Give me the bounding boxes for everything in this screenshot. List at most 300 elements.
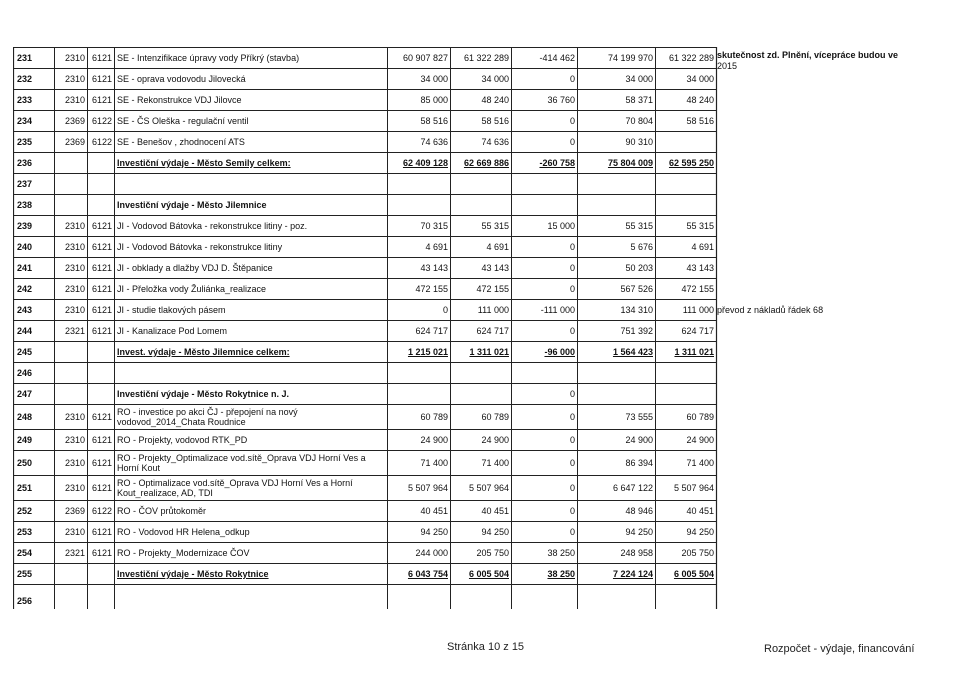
row-number [17, 89, 52, 110]
value-cell-2 [452, 429, 509, 450]
value-cell-3-text: -414 462 [539, 52, 575, 63]
value-cell-2-text: 71 400 [481, 457, 509, 468]
value-cell-2-text: 55 315 [481, 220, 509, 231]
name-cell-text: SE - Benešov , zhodnocení ATS [117, 136, 245, 147]
value-cell-5 [657, 89, 714, 110]
value-cell-5-text: 472 155 [681, 283, 714, 294]
paragraf-cell-text: 2321 [64, 325, 85, 336]
value-cell-3-text: 0 [569, 505, 575, 516]
row-number-text: 242 [17, 283, 33, 294]
value-cell-2-text: 205 750 [476, 547, 509, 558]
row-number [17, 257, 52, 278]
value-cell-3-text: 0 [569, 262, 575, 273]
value-cell-4 [579, 131, 653, 152]
value-cell-5 [657, 542, 714, 563]
value-cell-1-text: 0 [442, 304, 448, 315]
polozka-cell-text: 6121 [91, 304, 112, 315]
row-number-text: 251 [17, 482, 33, 493]
paragraf-cell [56, 429, 85, 450]
name-cell-text: RO - Projekty, vodovod RTK_PD [117, 434, 248, 445]
row-number [17, 521, 52, 542]
paragraf-cell [56, 542, 85, 563]
polozka-cell [89, 257, 112, 278]
value-cell-2 [452, 542, 509, 563]
value-cell-1 [389, 215, 448, 236]
value-cell-1 [389, 429, 448, 450]
value-cell-3 [513, 278, 575, 299]
paragraf-cell-text: 2310 [64, 262, 85, 273]
value-cell-2 [452, 450, 509, 475]
value-cell-3-text: 36 760 [547, 94, 575, 105]
polozka-cell-text: 6121 [91, 283, 112, 294]
value-cell-3-text: 0 [569, 411, 575, 422]
value-cell-3-text: 38 250 [547, 568, 575, 579]
value-cell-2 [452, 341, 509, 362]
document-title: Rozpočet - výdaje, financování [764, 643, 915, 655]
value-cell-3-text: 0 [569, 325, 575, 336]
name-cell [117, 521, 384, 542]
name-cell-text: SE - oprava vodovodu Jilovecká [117, 73, 246, 84]
name-cell [117, 429, 384, 450]
paragraf-cell [56, 278, 85, 299]
name-cell [117, 542, 384, 563]
paragraf-cell-text: 2369 [64, 136, 85, 147]
polozka-cell-text: 6121 [91, 434, 112, 445]
value-cell-4-text: 567 526 [620, 283, 653, 294]
row-number-text: 243 [17, 304, 33, 315]
paragraf-cell [56, 299, 85, 320]
value-cell-5 [657, 152, 714, 173]
value-cell-2-text: 48 240 [481, 94, 509, 105]
row-number [17, 152, 52, 173]
name-cell-text: JI - Vodovod Bátovka - rekonstrukce litiny [117, 241, 283, 252]
value-cell-1-text: 60 907 827 [402, 52, 448, 63]
value-cell-4-text: 6 647 122 [612, 482, 653, 493]
value-cell-5-text: 48 240 [686, 94, 714, 105]
value-cell-5-text: 55 315 [686, 220, 714, 231]
polozka-cell-text: 6121 [91, 241, 112, 252]
value-cell-3-text: 0 [569, 526, 575, 537]
value-cell-4 [579, 563, 653, 584]
paragraf-cell-text: 2310 [64, 457, 85, 468]
name-cell [117, 110, 384, 131]
row-number-text: 244 [17, 325, 33, 336]
value-cell-3-text: 0 [569, 482, 575, 493]
row-number-text: 247 [17, 388, 33, 399]
value-cell-4-text: 7 224 124 [612, 568, 653, 579]
value-cell-1-text: 472 155 [415, 283, 448, 294]
paragraf-cell [56, 500, 85, 521]
value-cell-1-text: 244 000 [415, 547, 448, 558]
row-number-text: 246 [17, 367, 33, 378]
paragraf-cell [56, 404, 85, 429]
value-cell-2-text: 24 900 [481, 434, 509, 445]
row-number [17, 542, 52, 563]
polozka-cell-text: 6122 [91, 505, 112, 516]
polozka-cell [89, 110, 112, 131]
name-cell-text: RO - Projekty_Optimalizace vod.sítě_Oprava VDJ Horní Ves a Horní Kout [117, 452, 366, 473]
value-cell-4-text: 248 958 [620, 547, 653, 558]
row-number-text: 234 [17, 115, 33, 126]
name-cell [117, 68, 384, 89]
name-cell-text: JI - Vodovod Bátovka - rekonstrukce litiny - poz. [117, 220, 308, 231]
polozka-cell [89, 215, 112, 236]
value-cell-1 [389, 89, 448, 110]
value-cell-5 [657, 278, 714, 299]
value-cell-4 [579, 450, 653, 475]
polozka-cell [89, 68, 112, 89]
value-cell-5-text: 111 000 [682, 304, 714, 315]
value-cell-5-text: 1 311 021 [674, 346, 714, 357]
row-number-text: 248 [17, 411, 33, 422]
value-cell-3-text: -96 000 [544, 346, 575, 357]
paragraf-cell [56, 320, 85, 341]
note-row-231-line2: 2015 [717, 61, 738, 71]
value-cell-5-text: 58 516 [686, 115, 714, 126]
value-cell-3 [513, 404, 575, 429]
page-number: Stránka 10 z 15 [447, 641, 525, 653]
name-cell-text: Investiční výdaje - Město Jilemnice [117, 199, 267, 210]
value-cell-3 [513, 383, 575, 404]
name-cell-text: RO - Vodovod HR Helena_odkup [117, 526, 250, 537]
value-cell-5-text: 24 900 [686, 434, 714, 445]
value-cell-3-text: 0 [569, 434, 575, 445]
value-cell-4 [579, 47, 653, 68]
value-cell-5-text: 60 789 [686, 411, 714, 422]
name-cell-text: JI - Přeložka vody Žuliánka_realizace [117, 283, 267, 294]
polozka-cell [89, 236, 112, 257]
paragraf-cell-text: 2321 [64, 547, 85, 558]
name-cell-text: SE - Intenzifikace úpravy vody Příkrý (stavba) [117, 52, 300, 63]
value-cell-5-text: 624 717 [681, 325, 714, 336]
value-cell-3 [513, 450, 575, 475]
paragraf-cell-text: 2369 [64, 505, 85, 516]
value-cell-1 [389, 152, 448, 173]
value-cell-1 [389, 542, 448, 563]
value-cell-2 [452, 68, 509, 89]
row-number-text: 254 [17, 547, 33, 558]
paragraf-cell-text: 2310 [64, 220, 85, 231]
row-number [17, 341, 52, 362]
value-cell-3 [513, 257, 575, 278]
name-cell-text: Investiční výdaje - Město Semily celkem: [117, 157, 291, 168]
paragraf-cell-text: 2310 [64, 411, 85, 422]
polozka-cell-text: 6121 [91, 457, 112, 468]
name-cell [117, 236, 384, 257]
value-cell-5 [657, 320, 714, 341]
row-number [17, 131, 52, 152]
name-cell-text: Invest. výdaje - Město Jilemnice celkem: [117, 346, 290, 357]
value-cell-3 [513, 236, 575, 257]
row-number [17, 68, 52, 89]
name-cell-text: JI - obklady a dlažby VDJ D. Štěpanice [117, 262, 273, 273]
value-cell-2 [452, 47, 509, 68]
row-number [17, 475, 52, 500]
row-number-text: 233 [17, 94, 33, 105]
row-number [17, 362, 52, 383]
polozka-cell-text: 6121 [91, 220, 112, 231]
value-cell-2 [452, 110, 509, 131]
name-cell-text: JI - Kanalizace Pod Lomem [117, 325, 228, 336]
value-cell-3 [513, 429, 575, 450]
value-cell-2 [452, 215, 509, 236]
value-cell-4-text: 50 203 [625, 262, 653, 273]
value-cell-2 [452, 257, 509, 278]
value-cell-4 [579, 299, 653, 320]
value-cell-4 [579, 341, 653, 362]
value-cell-3 [513, 521, 575, 542]
polozka-cell-text: 6121 [91, 52, 112, 63]
row-number-text: 239 [17, 220, 33, 231]
value-cell-5-text: 61 322 289 [668, 52, 714, 63]
value-cell-4 [579, 257, 653, 278]
value-cell-4-text: 751 392 [620, 325, 653, 336]
value-cell-2-text: 62 669 886 [463, 157, 509, 168]
name-cell-text: SE - ČS Oleška - regulační ventil [117, 115, 249, 126]
value-cell-4 [579, 475, 653, 500]
value-cell-2-text: 60 789 [481, 411, 509, 422]
budget-table [13, 47, 913, 609]
name-cell [117, 450, 384, 475]
value-cell-2 [452, 521, 509, 542]
value-cell-5-text: 40 451 [686, 505, 714, 516]
value-cell-4-text: 34 000 [625, 73, 653, 84]
value-cell-5 [657, 299, 714, 320]
value-cell-2-text: 74 636 [481, 136, 509, 147]
value-cell-2 [452, 152, 509, 173]
polozka-cell [89, 299, 112, 320]
name-cell-text: RO - Projekty_Modernizace ČOV [117, 547, 250, 558]
row-number-text: 241 [17, 262, 33, 273]
row-number [17, 383, 52, 404]
value-cell-2 [452, 563, 509, 584]
value-cell-2 [452, 500, 509, 521]
name-cell-text: JI - studie tlakových pásem [117, 304, 226, 315]
value-cell-1-text: 43 143 [420, 262, 448, 273]
value-cell-5 [657, 500, 714, 521]
value-cell-5 [657, 236, 714, 257]
value-cell-1 [389, 110, 448, 131]
name-cell-text: RO - investice po akci ČJ - přepojení na nový vodovod_2014_Chata Roudnice [117, 406, 298, 427]
polozka-cell-text: 6121 [91, 547, 112, 558]
value-cell-2-text: 472 155 [476, 283, 509, 294]
value-cell-5 [657, 47, 714, 68]
value-cell-3-text: 0 [569, 241, 575, 252]
name-cell [117, 89, 384, 110]
value-cell-2 [452, 475, 509, 500]
polozka-cell [89, 475, 112, 500]
value-cell-3-text: 0 [569, 136, 575, 147]
value-cell-4-text: 90 310 [625, 136, 653, 147]
value-cell-1 [389, 68, 448, 89]
value-cell-5-text: 62 595 250 [668, 157, 714, 168]
paragraf-cell [56, 215, 85, 236]
polozka-cell [89, 131, 112, 152]
value-cell-4 [579, 404, 653, 429]
value-cell-5 [657, 68, 714, 89]
paragraf-cell [56, 68, 85, 89]
row-number [17, 404, 52, 429]
value-cell-2 [452, 89, 509, 110]
value-cell-3 [513, 152, 575, 173]
row-number [17, 500, 52, 521]
row-number [17, 563, 52, 584]
value-cell-4 [579, 215, 653, 236]
row-number [17, 584, 52, 617]
polozka-cell [89, 429, 112, 450]
paragraf-cell-text: 2310 [64, 482, 85, 493]
value-cell-1-text: 4 691 [425, 241, 448, 252]
name-cell [117, 278, 384, 299]
paragraf-cell [56, 521, 85, 542]
value-cell-3 [513, 131, 575, 152]
value-cell-3-text: 0 [569, 388, 575, 399]
value-cell-4 [579, 110, 653, 131]
polozka-cell-text: 6121 [91, 325, 112, 336]
name-cell [117, 475, 384, 500]
value-cell-5 [657, 450, 714, 475]
polozka-cell-text: 6121 [91, 411, 112, 422]
row-number [17, 173, 52, 194]
value-cell-5 [657, 563, 714, 584]
value-cell-1-text: 70 315 [420, 220, 448, 231]
value-cell-2-text: 61 322 289 [463, 52, 509, 63]
value-cell-3 [513, 563, 575, 584]
value-cell-4-text: 134 310 [620, 304, 653, 315]
polozka-cell-text: 6122 [91, 136, 112, 147]
paragraf-cell-text: 2310 [64, 283, 85, 294]
value-cell-2 [452, 299, 509, 320]
value-cell-3 [513, 215, 575, 236]
row-number [17, 429, 52, 450]
paragraf-cell-text: 2310 [64, 52, 85, 63]
row-number-text: 231 [17, 52, 33, 63]
value-cell-4-text: 24 900 [625, 434, 653, 445]
polozka-cell-text: 6121 [91, 94, 112, 105]
polozka-cell [89, 500, 112, 521]
value-cell-1-text: 60 789 [420, 411, 448, 422]
polozka-cell-text: 6121 [91, 482, 112, 493]
value-cell-1-text: 58 516 [420, 115, 448, 126]
paragraf-cell-text: 2310 [64, 94, 85, 105]
row-number-text: 235 [17, 136, 33, 147]
value-cell-5-text: 71 400 [686, 457, 714, 468]
name-cell-text: SE - Rekonstrukce VDJ Jilovce [117, 94, 242, 105]
row-number [17, 320, 52, 341]
value-cell-5 [657, 521, 714, 542]
value-cell-5 [657, 215, 714, 236]
row-number [17, 47, 52, 68]
value-cell-3 [513, 299, 575, 320]
value-cell-3-text: 0 [569, 115, 575, 126]
value-cell-4-text: 94 250 [625, 526, 653, 537]
value-cell-4 [579, 521, 653, 542]
value-cell-5 [657, 475, 714, 500]
value-cell-5-text: 4 691 [691, 241, 714, 252]
name-cell [117, 299, 384, 320]
value-cell-2 [452, 278, 509, 299]
polozka-cell-text: 6121 [91, 262, 112, 273]
value-cell-1-text: 85 000 [420, 94, 448, 105]
row-number [17, 236, 52, 257]
row-number [17, 110, 52, 131]
value-cell-1 [389, 521, 448, 542]
name-cell-text: RO - ČOV průtokoměr [117, 505, 207, 516]
value-cell-4 [579, 500, 653, 521]
name-cell [117, 194, 384, 215]
value-cell-3 [513, 68, 575, 89]
paragraf-cell [56, 131, 85, 152]
paragraf-cell-text: 2310 [64, 73, 85, 84]
row-number-text: 232 [17, 73, 33, 84]
value-cell-3 [513, 542, 575, 563]
value-cell-3 [513, 500, 575, 521]
name-cell [117, 47, 384, 68]
row-number-text: 237 [17, 178, 33, 189]
value-cell-5-text: 43 143 [686, 262, 714, 273]
value-cell-1 [389, 404, 448, 429]
value-cell-4 [579, 89, 653, 110]
name-cell [117, 383, 384, 404]
value-cell-2-text: 4 691 [486, 241, 509, 252]
value-cell-2 [452, 320, 509, 341]
value-cell-3 [513, 341, 575, 362]
paragraf-cell-text: 2310 [64, 241, 85, 252]
polozka-cell-text: 6121 [91, 526, 112, 537]
value-cell-5 [657, 404, 714, 429]
value-cell-4 [579, 278, 653, 299]
value-cell-4-text: 75 804 009 [607, 157, 653, 168]
value-cell-4-text: 58 371 [625, 94, 653, 105]
value-cell-4-text: 70 804 [625, 115, 653, 126]
paragraf-cell-text: 2310 [64, 304, 85, 315]
row-number-text: 240 [17, 241, 33, 252]
value-cell-4 [579, 152, 653, 173]
value-cell-2-text: 40 451 [481, 505, 509, 516]
row-number-text: 255 [17, 568, 33, 579]
name-cell [117, 500, 384, 521]
value-cell-2-text: 5 507 964 [468, 482, 509, 493]
value-cell-2 [452, 404, 509, 429]
value-cell-3-text: 0 [569, 73, 575, 84]
value-cell-1 [389, 500, 448, 521]
value-cell-1 [389, 257, 448, 278]
name-cell-text: Investiční výdaje - Město Rokytnice [117, 568, 269, 579]
row-number [17, 278, 52, 299]
polozka-cell [89, 542, 112, 563]
value-cell-5-text: 5 507 964 [673, 482, 714, 493]
value-cell-4-text: 74 199 970 [607, 52, 653, 63]
value-cell-3-text: 0 [569, 457, 575, 468]
value-cell-4-text: 86 394 [625, 457, 653, 468]
value-cell-2-text: 624 717 [476, 325, 509, 336]
polozka-cell-text: 6122 [91, 115, 112, 126]
value-cell-5 [657, 341, 714, 362]
polozka-cell [89, 450, 112, 475]
name-cell-text: Investiční výdaje - Město Rokytnice n. J. [117, 388, 290, 399]
paragraf-cell [56, 236, 85, 257]
paragraf-cell [56, 475, 85, 500]
value-cell-4 [579, 68, 653, 89]
value-cell-1 [389, 341, 448, 362]
polozka-cell [89, 278, 112, 299]
value-cell-1-text: 5 507 964 [407, 482, 448, 493]
value-cell-2-text: 34 000 [481, 73, 509, 84]
paragraf-cell-text: 2369 [64, 115, 85, 126]
polozka-cell-text: 6121 [91, 73, 112, 84]
name-cell [117, 563, 384, 584]
value-cell-3 [513, 475, 575, 500]
